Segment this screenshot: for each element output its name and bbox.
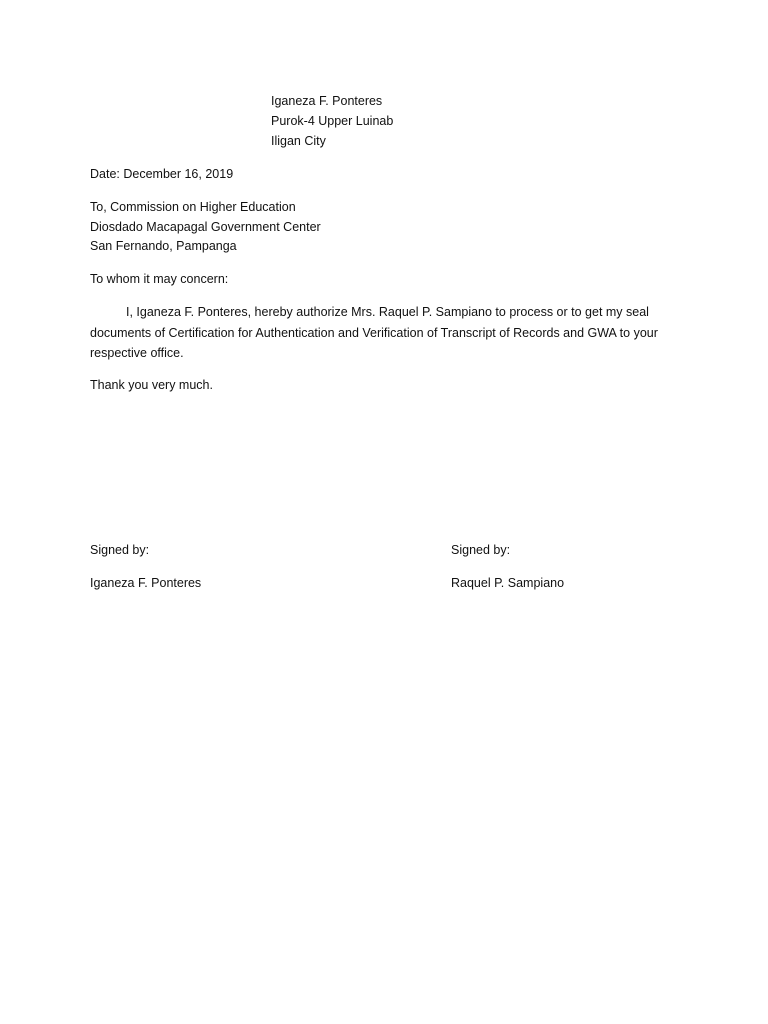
recipient-line-1: To, Commission on Higher Education: [90, 200, 296, 214]
sender-city: Iligan City: [271, 134, 326, 148]
closing-line: Thank you very much.: [90, 378, 213, 392]
sender-address: Purok-4 Upper Luinab: [271, 114, 394, 128]
right-signatory-name: Raquel P. Sampiano: [451, 576, 565, 590]
body-paragraph: I, Iganeza F. Ponteres, hereby authorize Mrs. Raquel P. Sampiano to process or to get my seal documents of Certification for Authentication and Verification of Transcript of Records and GWA to your respective office.: [90, 305, 658, 360]
date-line: Date: December 16, 2019: [90, 167, 234, 181]
sender-name: Iganeza F. Ponteres: [271, 94, 383, 108]
left-signed-by-label: Signed by:: [90, 543, 150, 557]
recipient-line-3: San Fernando, Pampanga: [90, 239, 237, 253]
salutation: To whom it may concern:: [90, 272, 229, 286]
recipient-line-2: Diosdado Macapagal Government Center: [90, 220, 321, 234]
left-signatory-name: Iganeza F. Ponteres: [90, 576, 202, 590]
right-signed-by-label: Signed by:: [451, 543, 511, 557]
